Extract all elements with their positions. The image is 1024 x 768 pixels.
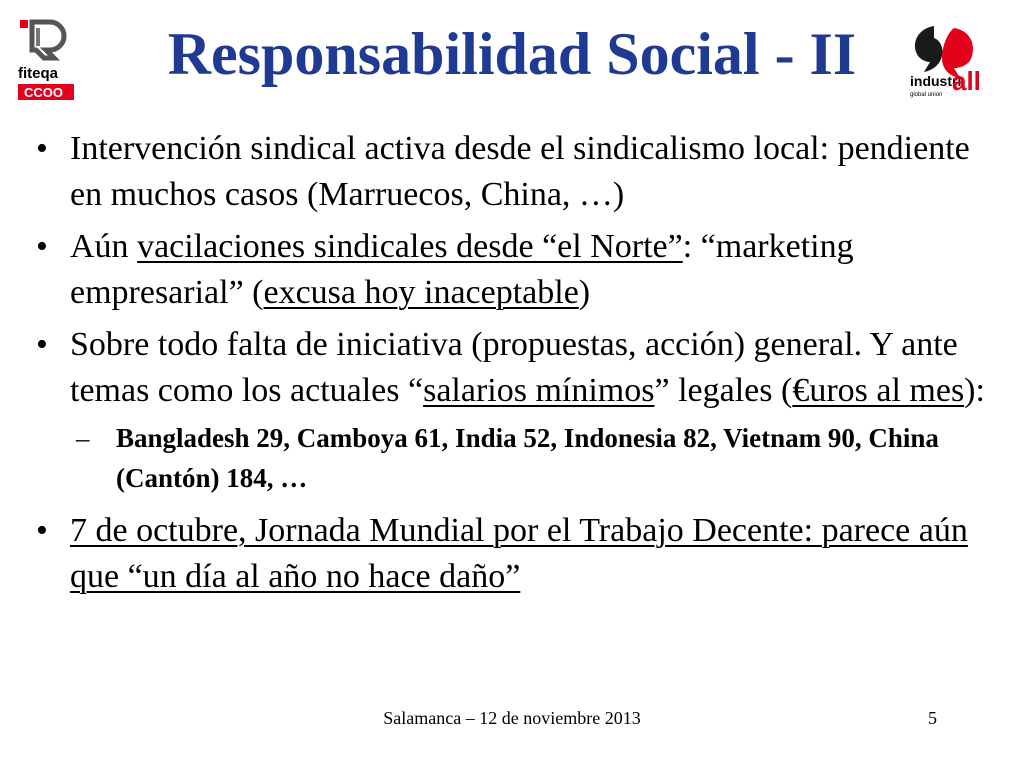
bullet-text: Intervención sindical activa desde el sindicalismo local: pendiente en muchos casos (Marruecos, China, …) (70, 130, 970, 213)
bullet-dot-icon: • (36, 512, 48, 549)
all-wordmark: all (952, 66, 981, 96)
underlined-text: excusa hoy inaceptable (263, 274, 579, 311)
bullet-item (36, 508, 996, 600)
bullet-item (36, 224, 996, 316)
bullet-dot-icon: • (36, 326, 48, 363)
industriall-logo (904, 24, 990, 100)
bullet-dot-icon: • (36, 130, 48, 167)
slide-title: Responsabilidad Social - II (167, 21, 857, 87)
bullet-dot-icon: • (36, 228, 48, 265)
footer-text: Salamanca – 12 de noviembre 2013 (383, 708, 641, 728)
bullet-text-segment: : “marketing empresarial” ( (70, 228, 854, 311)
bullet-text-segment: ): (964, 372, 985, 409)
ccoo-wordmark: CCOO (24, 85, 63, 100)
bullet-item (36, 126, 996, 218)
slide-content (36, 126, 996, 606)
underlined-text: 7 de octubre, Jornada Mundial por el Trabajo Decente: parece aún que “un día al año no hace daño” (70, 512, 968, 595)
sub-bullet-text: Bangladesh 29, Camboya 61, India 52, Indonesia 82, Vietnam 90, China (Cantón) 184, … (116, 423, 939, 493)
sub-bullet-item (36, 418, 996, 498)
bullet-text-segment: ” legales ( (654, 372, 793, 409)
bullet-text-segment: ) (578, 274, 591, 311)
page-number: 5 (928, 708, 937, 728)
underlined-text: vacilaciones sindicales desde “el Norte” (137, 228, 683, 265)
bullet-item (36, 322, 996, 414)
dash-icon: – (76, 423, 90, 453)
bullet-text-segment: Sobre todo falta de iniciativa (propuestas, acción) general. Y ante temas como los actuales “ (70, 326, 958, 409)
fiteqa-wordmark: fiteqa (18, 65, 59, 82)
bullet-text-segment: Aún (70, 228, 138, 265)
global-union-tagline: global union (910, 92, 943, 98)
underlined-text: salarios mínimos (423, 372, 655, 409)
industri-wordmark: industri (910, 73, 962, 89)
underlined-text: €uros al mes (792, 372, 965, 409)
